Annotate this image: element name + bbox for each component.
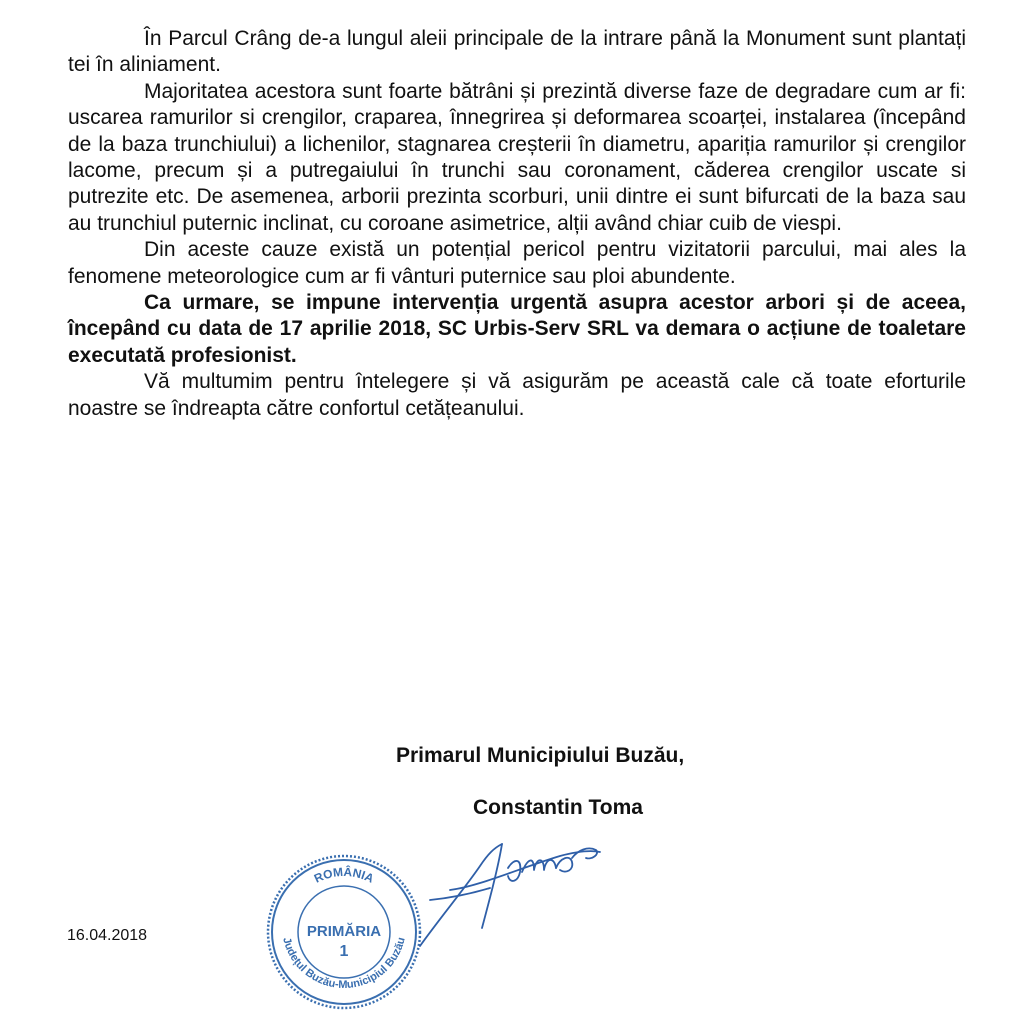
stamp-top-text: ROMÂNIA <box>311 864 377 886</box>
paragraph-action: Ca urmare, se impune intervenția urgentă asupra acestor arbori și de aceea, începând cu data de 17 aprilie 2018, SC Urbis-Serv SRL va demara o acțiune de toaletare executată profesionist. <box>68 291 966 367</box>
signatory-name: Constantin Toma <box>473 796 643 819</box>
handwritten-signature <box>410 828 630 958</box>
official-stamp <box>264 852 424 1012</box>
paragraph-intro: În Parcul Crâng de-a lungul aleii principale de la intrare până la Monument sunt plantați tei în aliniament. <box>68 27 966 77</box>
paragraph-thanks: Vă multumim pentru întelegere și vă asigurăm pe această cale că toate eforturile noastre se îndreapta către confortul cetățeanului. <box>68 370 966 420</box>
letter-body <box>68 26 966 422</box>
stamp-bottom-text: Județul Buzău-Municipiul Buzău <box>280 936 408 992</box>
signatory-title: Primarul Municipiului Buzău, <box>396 744 685 767</box>
stamp-number: 1 <box>339 943 349 960</box>
paragraph-condition: Majoritatea acestora sunt foarte bătrâni și prezintă diverse faze de degradare cum ar fi: uscarea ramurilor si crengilor, craparea, înnegrirea și deformarea scoarței, instalarea (începând de la baza trunchiului) a lichenilor, stagnarea creșterii în diametru, apariția ramurilor și crengilor lacome, precum și a putregaiului în trunchi sau coronament, căderea crengilor uscate si putrezite etc. De asemenea, arborii prezinta scorburi, unii dintre ei sunt bifurcati de la baza sau au trunchiul puternic inclinat, cu coroane asimetrice, alții având chiar cuib de viespi. <box>68 79 966 235</box>
stamp-center-text: PRIMĂRIA <box>306 923 382 940</box>
paragraph-danger: Din aceste cauze există un potențial pericol pentru vizitatorii parcului, mai ales la fenomene meteorologice cum ar fi vânturi puternice sau ploi abundente. <box>68 238 966 288</box>
document-date: 16.04.2018 <box>67 927 148 944</box>
